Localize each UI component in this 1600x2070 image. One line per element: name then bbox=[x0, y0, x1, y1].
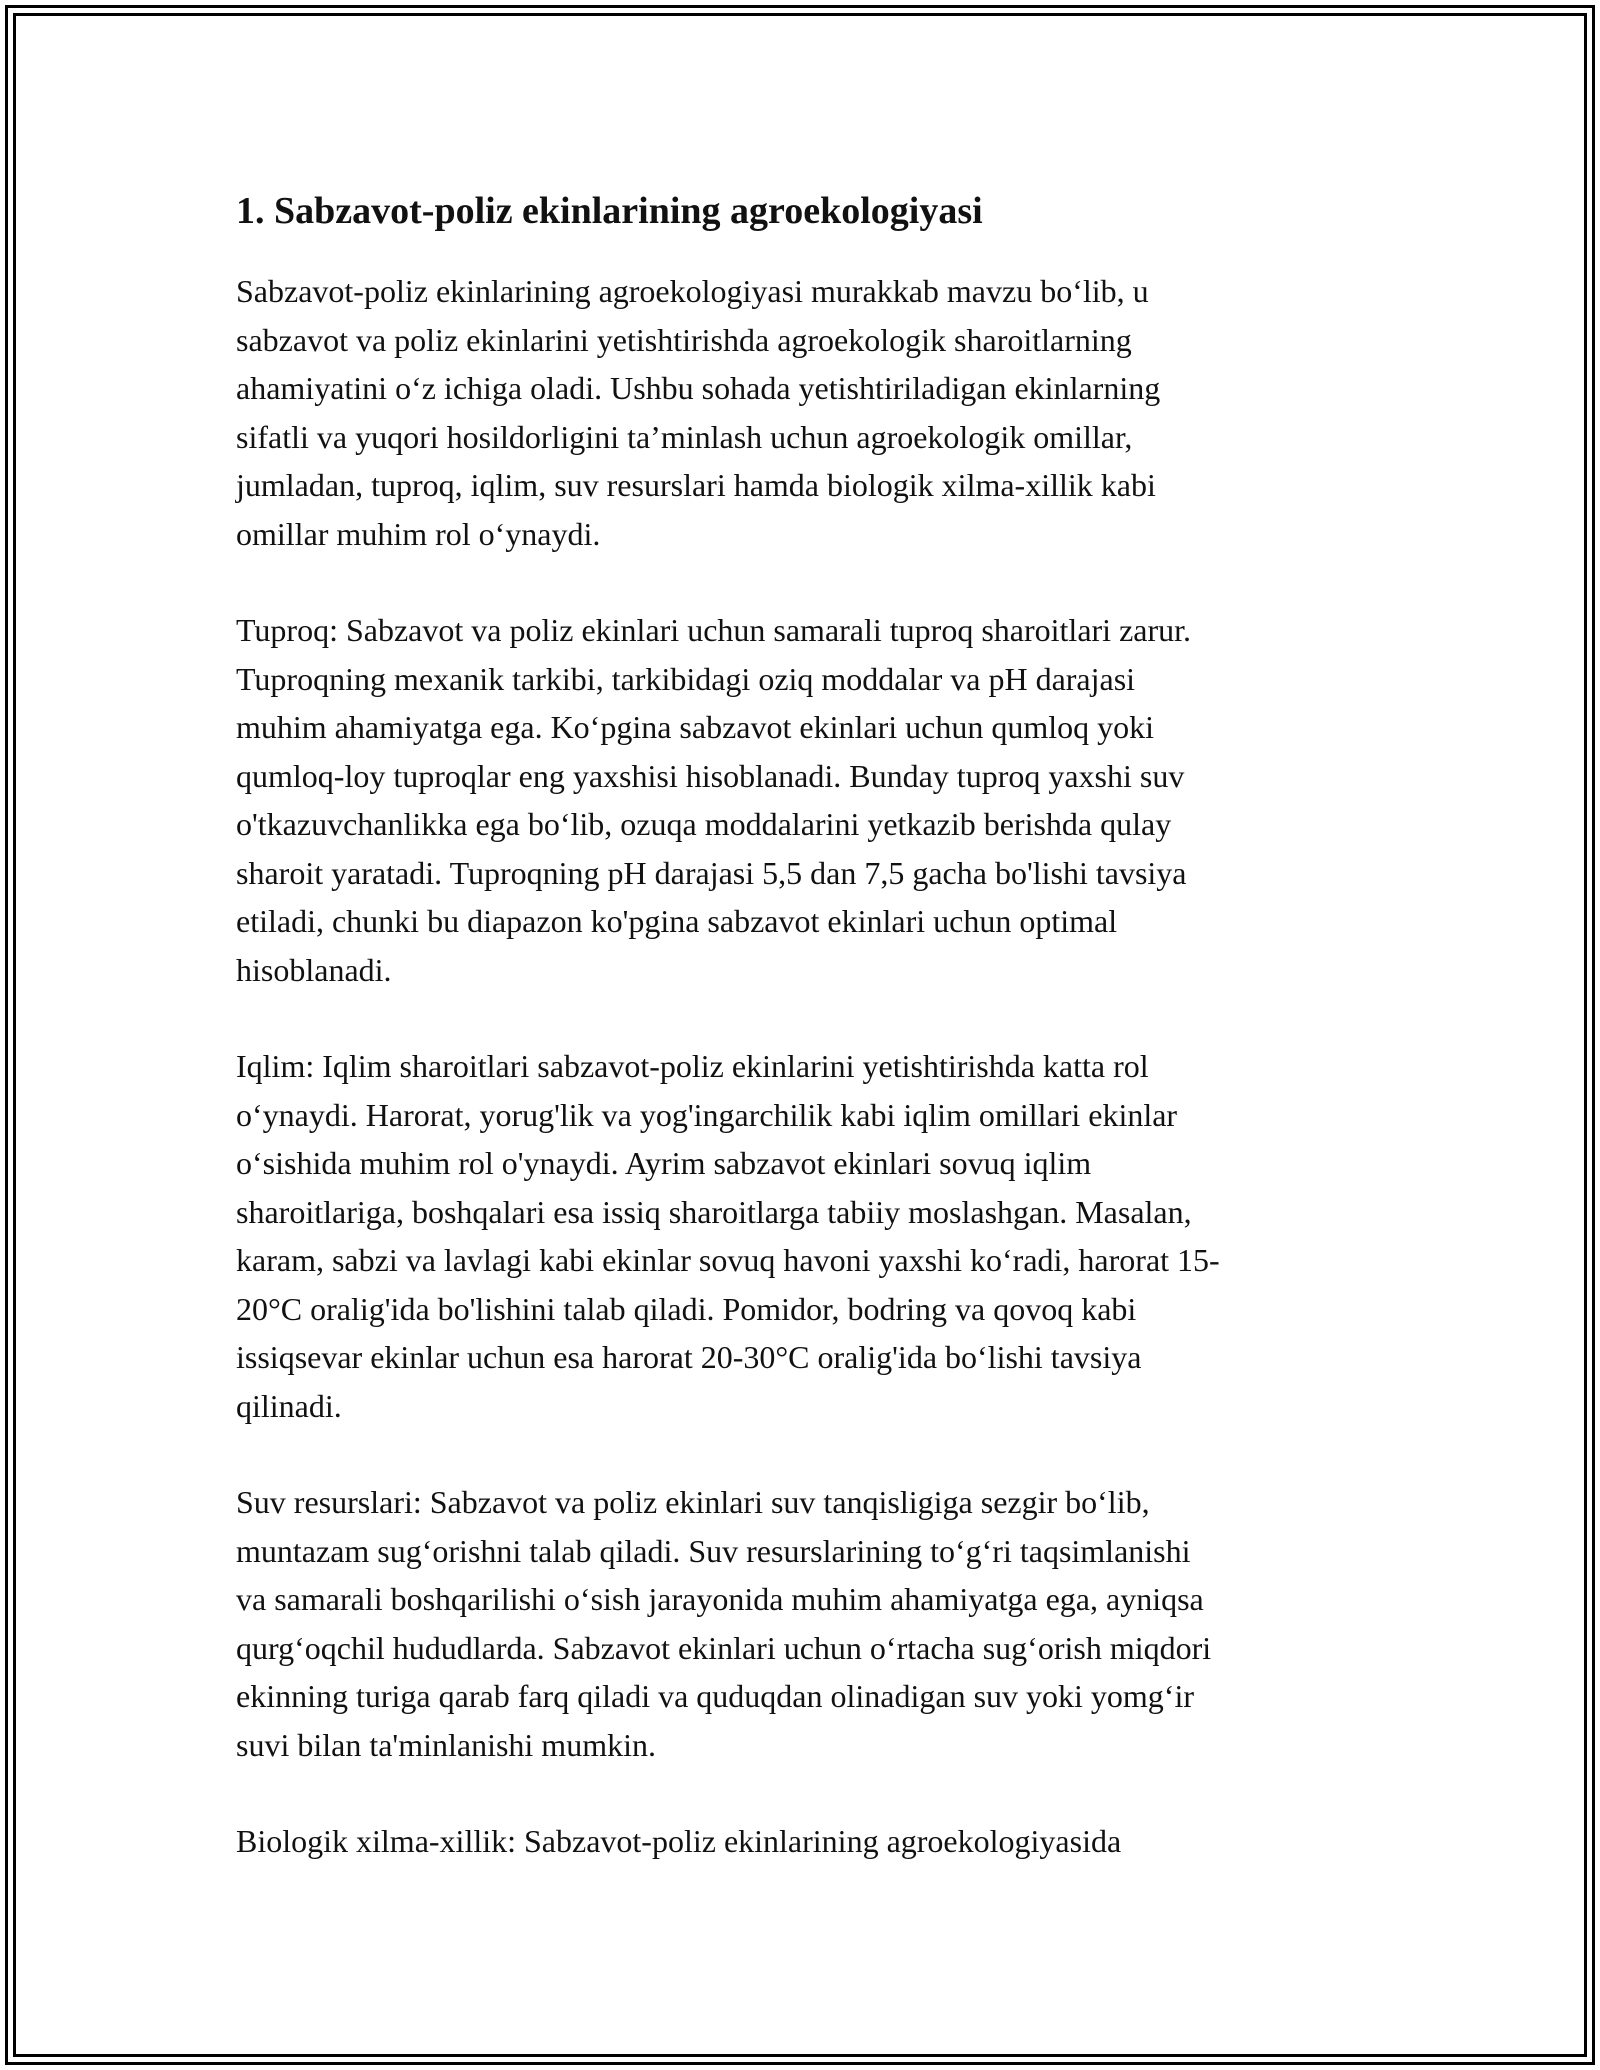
text-line: ahamiyatini o‘z ichiga oladi. Ushbu sohada yetishtiriladigan ekinlarning bbox=[236, 370, 1161, 406]
text-line: jumladan, tuproq, iqlim, suv resurslari hamda biologik xilma-xillik kabi bbox=[236, 467, 1156, 503]
text-line: qumloq-loy tuproqlar eng yaxshisi hisoblanadi. Bunday tuproq yaxshi suv bbox=[236, 757, 1185, 794]
text-line: Tuproqning mexanik tarkibi, tarkibidagi oziq moddalar va pH darajasi bbox=[236, 660, 1136, 697]
text-line: suvi bilan ta'minlanishi mumkin. bbox=[236, 1726, 656, 1763]
paragraph bbox=[236, 1478, 1376, 1769]
paragraph bbox=[236, 606, 1376, 994]
text-line: karam, sabzi va lavlagi kabi ekinlar sovuq havoni yaxshi ko‘radi, harorat 15- bbox=[236, 1242, 1220, 1278]
section-heading: 1. Sabzavot-poliz ekinlarining agroekologiyasi bbox=[236, 190, 983, 232]
text-line: Suv resurslari: Sabzavot va poliz ekinlari suv tanqisligiga sezgir bo‘lib, bbox=[236, 1484, 1150, 1520]
text-line: Biologik xilma-xillik: Sabzavot-poliz ekinlarining agroekologiyasida bbox=[236, 1823, 1122, 1859]
text-line: o‘sishida muhim rol o'ynaydi. Ayrim sabzavot ekinlari sovuq iqlim bbox=[236, 1145, 1092, 1181]
paragraph bbox=[236, 267, 1376, 558]
text-line: ekinning turiga qarab farq qiladi va quduqdan olinadigan suv yoki yomg‘ir bbox=[236, 1678, 1194, 1714]
text-line: sabzavot va poliz ekinlarini yetishtirishda agroekologik sharoitlarning bbox=[236, 321, 1132, 358]
text-line: sharoit yaratadi. Tuproqning pH darajasi 5,5 dan 7,5 gacha bo'lishi tavsiya bbox=[236, 854, 1187, 891]
text-line: Sabzavot-poliz ekinlarining agroekologiyasi murakkab mavzu bo‘lib, u bbox=[236, 273, 1149, 309]
paragraph bbox=[236, 1817, 1376, 1866]
text-line: qurg‘oqchil hududlarda. Sabzavot ekinlari uchun o‘rtacha sug‘orish miqdori bbox=[236, 1629, 1212, 1666]
text-line: va samarali boshqarilishi o‘sish jarayonida muhim ahamiyatga ega, ayniqsa bbox=[236, 1581, 1204, 1617]
text-line: muhim ahamiyatga ega. Ko‘pgina sabzavot ekinlari uchun qumloq yoki bbox=[236, 709, 1154, 745]
text-line: Iqlim: Iqlim sharoitlari sabzavot-poliz ekinlarini yetishtirishda katta rol bbox=[236, 1048, 1149, 1084]
text-line: sifatli va yuqori hosildorligini ta’minlash uchun agroekologik omillar, bbox=[236, 418, 1133, 455]
text-line: issiqsevar ekinlar uchun esa harorat 20-30°C oralig'ida bo‘lishi tavsiya bbox=[236, 1339, 1142, 1375]
text-line: o‘ynaydi. Harorat, yorug'lik va yog'ingarchilik kabi iqlim omillari ekinlar bbox=[236, 1096, 1178, 1133]
text-line: o'tkazuvchanlikka ega bo‘lib, ozuqa moddalarini yetkazib berishda qulay bbox=[236, 806, 1172, 842]
text-line: hisoblanadi. bbox=[236, 951, 392, 988]
text-line: omillar muhim rol o‘ynaydi. bbox=[236, 515, 601, 552]
text-line: muntazam sug‘orishni talab qiladi. Suv resurslarining to‘g‘ri taqsimlanishi bbox=[236, 1532, 1191, 1569]
paragraph bbox=[236, 1042, 1376, 1430]
text-line: sharoitlariga, boshqalari esa issiq sharoitlarga tabiiy moslashgan. Masalan, bbox=[236, 1193, 1192, 1230]
paragraph-list bbox=[236, 267, 1376, 1866]
text-line: Tuproq: Sabzavot va poliz ekinlari uchun samarali tuproq sharoitlari zarur. bbox=[236, 612, 1192, 648]
document-body bbox=[236, 185, 1376, 1914]
text-line: 20°C oralig'ida bo'lishini talab qiladi. Pomidor, bodring va qovoq kabi bbox=[236, 1290, 1137, 1327]
text-line: etiladi, chunki bu diapazon ko'pgina sabzavot ekinlari uchun optimal bbox=[236, 903, 1118, 939]
text-line: qilinadi. bbox=[236, 1387, 342, 1424]
